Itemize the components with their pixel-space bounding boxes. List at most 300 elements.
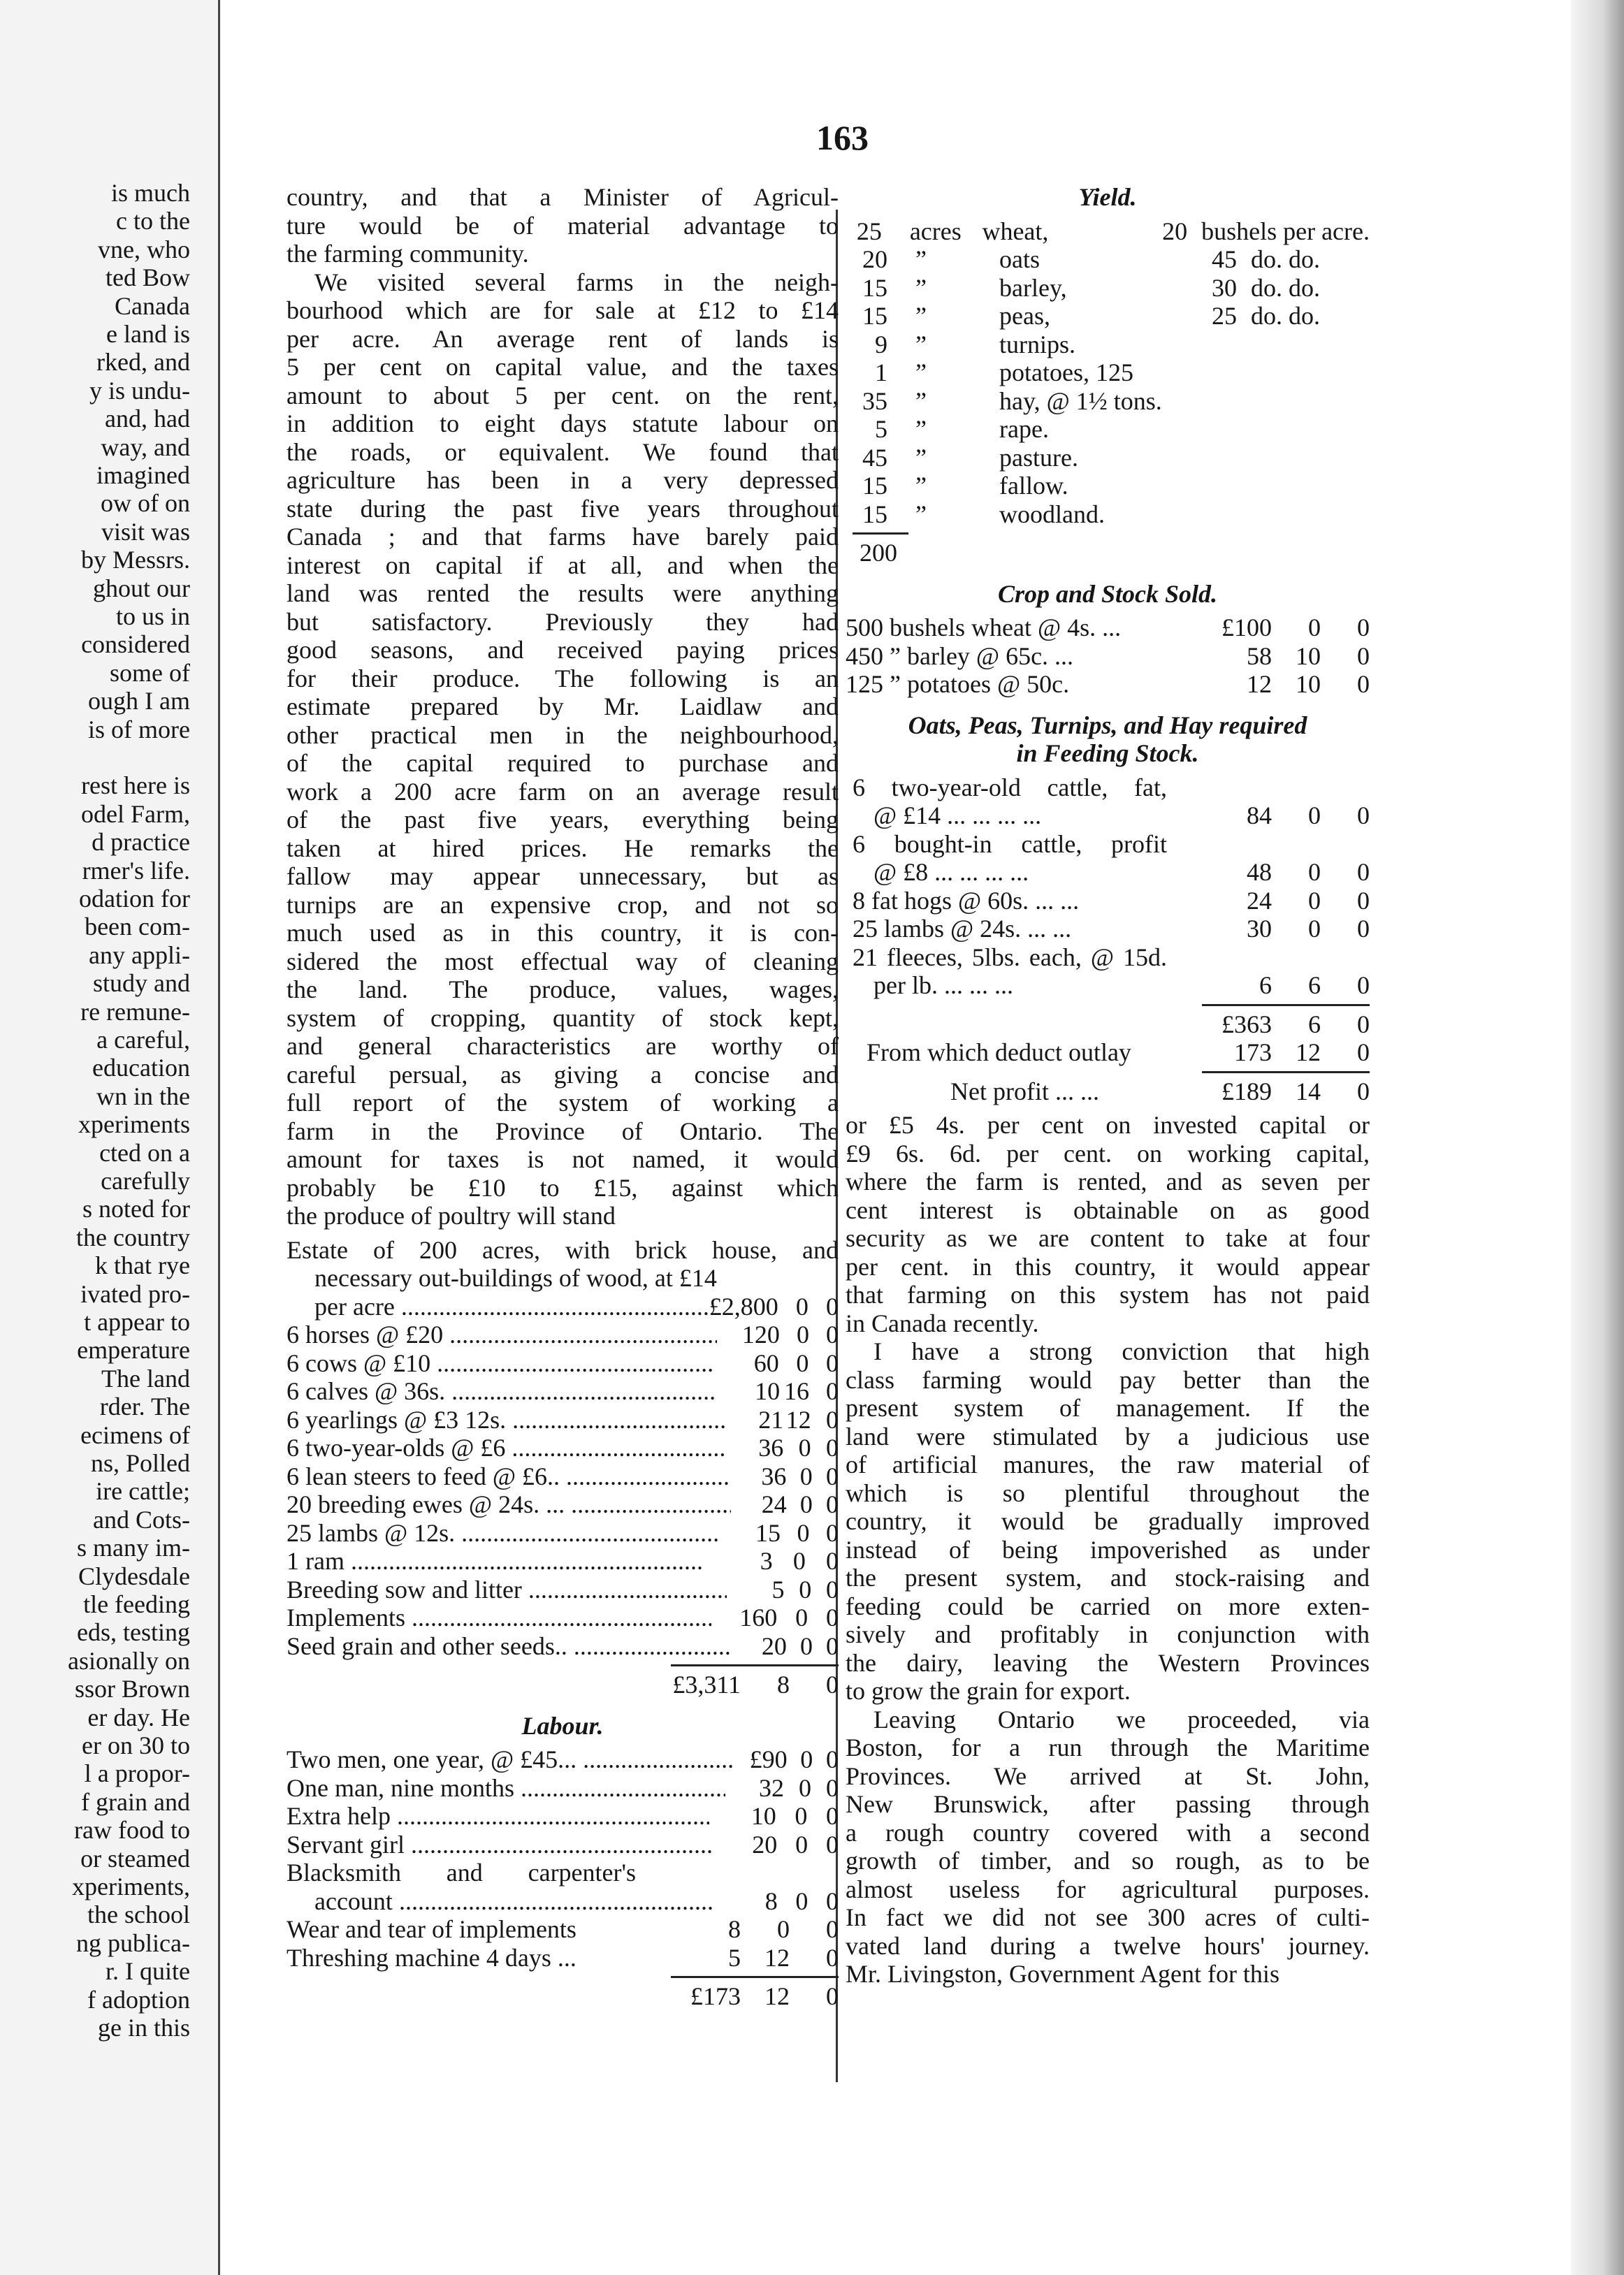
text-line: bourhood which are for sale at £12 to £14 xyxy=(287,296,839,324)
ledger-label: Seed grain and other seeds.. ..... xyxy=(287,1632,732,1661)
left-page-fragment xyxy=(0,0,220,2275)
amount-pence: 0 xyxy=(826,1518,839,1547)
amount-pounds: 36 xyxy=(758,1434,784,1462)
amount-pence: 0 xyxy=(1357,858,1370,886)
amount-pounds: 48 xyxy=(1247,858,1272,886)
ledger-row xyxy=(287,1519,839,1548)
ledger-row-fleeces xyxy=(846,971,1370,1000)
amount-shillings: 0 xyxy=(800,1745,813,1773)
text-line: We visited several farms in the neigh- xyxy=(314,268,839,296)
ledger-label: Net profit ... ... xyxy=(950,1077,1099,1105)
ledger-row xyxy=(287,1774,839,1803)
ledger-row-cattle2 xyxy=(846,858,1370,887)
yield-quantity: 25 xyxy=(1212,302,1237,330)
ledger-label: Wear and tear of implements xyxy=(287,1915,577,1943)
yield-unit-rest xyxy=(1251,472,1370,500)
conclusion-paragraph xyxy=(846,1111,1370,1337)
amount-pence: 0 xyxy=(1357,670,1370,698)
ledger-label: 1 ram ..... xyxy=(287,1547,702,1576)
amount-pence: 0 xyxy=(826,1604,839,1631)
yield-acres: 20 xyxy=(862,245,887,273)
amount-pounds: 20 xyxy=(761,1631,787,1660)
maritime-paragraph xyxy=(846,1706,1370,1989)
amount-pounds: 5 xyxy=(728,1943,741,1972)
left-page-line: study and xyxy=(93,969,190,998)
yield-crop: barley, xyxy=(999,273,1067,302)
text-line: I have a strong conviction that high xyxy=(873,1337,1370,1365)
amount-shillings: 16 xyxy=(784,1377,810,1405)
left-page-line: ough I am xyxy=(88,687,190,715)
ledger-row-labour-total xyxy=(287,1982,839,2011)
yield-crop: oats xyxy=(999,245,1040,273)
total-pence: 0 xyxy=(1357,1010,1370,1038)
text-line: country, and that a Minister of Agricul- xyxy=(287,183,839,211)
text-line: sidered the most effectual way of cleaning xyxy=(287,947,839,975)
ledger-label: 450 ” barley @ 65c. ... xyxy=(846,641,1074,670)
amount-shillings: 0 xyxy=(798,1773,811,1802)
feeding-heading-1: Oats, Peas, Turnips, and Hay required xyxy=(908,711,1307,739)
text-line: of artificial manures, the raw material of xyxy=(846,1451,1370,1478)
total-pounds: £173 xyxy=(690,1982,741,2010)
amount-pounds: 15 xyxy=(755,1518,781,1547)
amount-shillings: 0 xyxy=(797,1518,810,1547)
text-line: careful persual, as giving a concise and xyxy=(287,1060,839,1089)
yield-unit: ” xyxy=(915,330,927,358)
left-page-line: c to the xyxy=(116,207,190,235)
amount-pounds: £100 xyxy=(1221,613,1272,641)
amount-pounds: 84 xyxy=(1247,801,1272,829)
text-line: state during the past five years throughout xyxy=(287,494,839,523)
left-page-line: ow of on xyxy=(101,489,190,518)
yield-row xyxy=(846,302,1370,330)
labour-items xyxy=(287,1745,839,1859)
text-line: the present system, and stock-raising and xyxy=(846,1564,1370,1592)
left-page-line: wn in the xyxy=(96,1082,190,1110)
yield-crop: peas, xyxy=(999,302,1050,330)
estate-line-2: necessary out-buildings of wood, at £14 xyxy=(314,1264,717,1292)
amount-shillings: 12 xyxy=(785,1405,811,1434)
ledger-label: per acre ..... xyxy=(314,1293,709,1321)
amount-pounds: 30 xyxy=(1247,915,1272,943)
ledger-row xyxy=(287,1831,839,1859)
text-line: work a 200 acre farm on an average result xyxy=(287,777,839,806)
yield-unit-rest xyxy=(1251,358,1370,387)
ledger-row xyxy=(287,1349,839,1378)
text-line: a rough country covered with a second xyxy=(846,1818,1370,1847)
yield-acres: 25 xyxy=(856,217,882,245)
text-line: other practical men in the neighbourhood, xyxy=(287,720,839,749)
text-line: New Brunswick, after passing through xyxy=(846,1790,1370,1818)
ledger-row xyxy=(287,1745,839,1774)
text-line: of the past five years, everything being xyxy=(287,806,839,834)
yield-row xyxy=(846,500,1370,529)
amount-shillings: 0 xyxy=(1308,915,1321,943)
left-page-line: any appli- xyxy=(89,940,190,969)
yield-table xyxy=(846,183,1370,567)
yield-acres: 15 xyxy=(862,500,887,528)
left-page-line: imagined xyxy=(96,461,190,489)
ledger-label: @ £14 ... ... ... ... xyxy=(873,801,1042,829)
amount-shillings: 6 xyxy=(1308,971,1321,999)
amount-pence: 0 xyxy=(825,1802,839,1830)
left-page-line: odel Farm, xyxy=(81,799,190,828)
amount-pounds: 8 xyxy=(764,1887,778,1915)
amount-shillings: 0 xyxy=(799,1490,813,1518)
left-page-line: ire cattle; xyxy=(96,1477,190,1506)
text-line: land was rented the results were anything xyxy=(287,579,839,607)
yield-quantity xyxy=(1174,387,1251,416)
page-number: 163 xyxy=(816,118,869,157)
ledger-label: Extra help ..... xyxy=(287,1802,709,1831)
left-page-line: er day. He xyxy=(87,1703,190,1731)
text-line: Provinces. We arrived at St. John, xyxy=(846,1761,1370,1790)
ledger-label: 8 fat hogs @ 60s. ... ... xyxy=(853,886,1080,915)
conviction-paragraph xyxy=(846,1337,1370,1706)
ledger-row-cattle1 xyxy=(846,801,1370,830)
amount-pounds: 160 xyxy=(739,1604,778,1631)
ledger-row xyxy=(287,1406,839,1434)
text-line: estimate prepared by Mr. Laidlaw and xyxy=(287,692,839,720)
left-page-line: the school xyxy=(87,1900,190,1929)
left-page-line: re remune- xyxy=(80,997,190,1026)
text-line: growth of timber, and so rough, as to be xyxy=(846,1847,1370,1875)
capital-items xyxy=(287,1321,839,1660)
ledger-label: 6 yearlings @ £3 12s. ..... xyxy=(287,1406,725,1434)
left-page-line: cted on a xyxy=(99,1138,190,1167)
ledger-label: 6 lean steers to feed @ £6.. ..... xyxy=(287,1462,730,1491)
yield-row xyxy=(846,274,1370,303)
amount-pence: 0 xyxy=(826,1490,839,1518)
left-page-line: r. I quite xyxy=(106,1957,190,1986)
amount-pence: 0 xyxy=(826,1321,839,1349)
text-line: the roads, or equivalent. We found that xyxy=(287,437,839,466)
yield-crop: fallow. xyxy=(999,472,1068,500)
amount-pounds: 36 xyxy=(761,1462,787,1490)
text-line: the produce of poultry will stand xyxy=(287,1202,616,1230)
amount-pounds: 24 xyxy=(761,1490,787,1518)
text-line: almost useless for agricultural purposes. xyxy=(846,1875,1370,1903)
left-page-line: visit was xyxy=(101,517,190,546)
yield-quantity: 20 xyxy=(1162,217,1188,245)
ledger-row xyxy=(846,670,1370,699)
text-line: sively and profitably in conjunction with xyxy=(846,1620,1370,1648)
amount-shillings: 0 xyxy=(796,1349,809,1377)
yield-unit-rest xyxy=(1251,500,1370,529)
left-page-line: f adoption xyxy=(87,1985,190,2014)
amount-pence: 0 xyxy=(826,1547,839,1575)
left-page-line: d practice xyxy=(92,828,190,857)
column-right xyxy=(846,183,1370,1989)
ledger-row xyxy=(846,642,1370,671)
text-line: where the farm is rented, and as seven per xyxy=(846,1168,1370,1195)
text-line: present system of management. If the xyxy=(846,1394,1370,1422)
total-pounds: £3,311 xyxy=(672,1671,741,1699)
amount-pence: 0 xyxy=(826,1943,839,1972)
total-pounds: £363 xyxy=(1221,1010,1272,1038)
text-line: security as we are content to take at four xyxy=(846,1224,1370,1252)
text-line: vated land during a twelve hours' journey. xyxy=(846,1931,1370,1960)
ledger-row-net-profit xyxy=(846,1077,1370,1106)
amount-pounds: 10 xyxy=(755,1377,781,1405)
amount-shillings: 0 xyxy=(795,1830,809,1859)
total-rule xyxy=(1202,1071,1370,1073)
yield-acres: 1 xyxy=(875,358,887,386)
left-page-line: the country xyxy=(76,1223,190,1251)
left-page-line: considered xyxy=(81,630,190,659)
yield-row xyxy=(846,217,1370,246)
yield-unit: ” xyxy=(915,302,927,330)
yield-unit-rest: do. do. xyxy=(1251,273,1320,302)
amount-shillings: 14 xyxy=(1296,1077,1321,1105)
ledger-label: per lb. ... ... ... xyxy=(873,971,1013,999)
yield-row xyxy=(846,245,1370,274)
ledger-row xyxy=(287,1377,839,1406)
left-page-line: ghout our xyxy=(93,574,190,602)
ledger-row-estate xyxy=(287,1293,839,1321)
amount-pence: 0 xyxy=(1357,641,1370,670)
amount-pounds: 6 xyxy=(1259,971,1272,999)
amount-shillings: 0 xyxy=(798,1434,811,1462)
yield-crop: rape. xyxy=(999,415,1049,443)
left-page-line: ted Bow xyxy=(106,263,190,292)
amount-shillings: 0 xyxy=(1308,801,1321,829)
left-page-line: ecimens of xyxy=(80,1420,190,1449)
yield-unit: ” xyxy=(915,273,927,302)
left-page-line: rest here is xyxy=(81,771,190,800)
text-line: class farming would pay better than the xyxy=(846,1365,1370,1394)
text-line: ture would be of material advantage to xyxy=(287,211,839,240)
yield-unit-rest xyxy=(1251,330,1370,359)
amount-pence: 0 xyxy=(825,1434,839,1462)
amount-shillings: 0 xyxy=(799,1631,813,1660)
left-page-line: l a propor- xyxy=(84,1759,190,1788)
text-line: or £5 4s. per cent on invested capital or xyxy=(846,1111,1370,1139)
amount-pounds: 5 xyxy=(771,1575,785,1604)
left-page-line: rder. The xyxy=(99,1393,190,1421)
yield-quantity xyxy=(1174,444,1251,472)
ledger-label: Implements ..... xyxy=(287,1604,711,1632)
left-page-line: er on 30 to xyxy=(82,1731,190,1759)
yield-crop: turnips. xyxy=(999,330,1076,358)
yield-crop: potatoes, 125 xyxy=(999,358,1133,386)
amount-pounds: £189 xyxy=(1221,1077,1272,1105)
left-page-line: been com- xyxy=(85,913,190,941)
left-page-line: vne, who xyxy=(98,235,190,263)
ledger-label: @ £8 ... ... ... ... xyxy=(873,858,1029,886)
text-line: the dairy, leaving the Western Provinces xyxy=(846,1648,1370,1677)
total-shillings: 6 xyxy=(1308,1010,1321,1038)
ledger-row xyxy=(846,887,1370,915)
yield-unit-rest xyxy=(1251,415,1370,444)
crop-sold-heading: Crop and Stock Sold. xyxy=(997,579,1218,608)
left-page-line: some of xyxy=(110,658,190,687)
amount-pence: 0 xyxy=(826,1405,839,1434)
amount-pence: 0 xyxy=(1357,613,1370,641)
ledger-row xyxy=(287,1915,839,1944)
yield-unit: ” xyxy=(915,386,927,415)
amount-pounds: 8 xyxy=(728,1915,741,1943)
amount-shillings: 10 xyxy=(1296,670,1321,698)
text-line: in Canada recently. xyxy=(846,1309,1039,1337)
amount-shillings: 0 xyxy=(796,1321,809,1349)
amount-pounds: 12 xyxy=(1247,670,1272,698)
amount-pence: 0 xyxy=(1357,801,1370,829)
left-page-line: and Cots- xyxy=(93,1505,190,1534)
amount-pence: 0 xyxy=(1357,971,1370,999)
text-line: of the capital required to purchase and xyxy=(287,749,839,777)
left-page-line: to us in xyxy=(115,602,190,630)
labour-table xyxy=(287,1712,839,2011)
amount-pounds: £2,800 xyxy=(709,1292,778,1321)
ledger-row xyxy=(287,1547,839,1576)
ledger-row xyxy=(287,1321,839,1349)
ledger-label: From which deduct outlay xyxy=(867,1038,1131,1066)
left-page-line: The land xyxy=(101,1364,190,1393)
text-line: cent interest is obtainable on as good xyxy=(846,1195,1370,1224)
text-line: country, it would be gradually improved xyxy=(846,1507,1370,1535)
ledger-label: 6 cows @ £10 ..... xyxy=(287,1349,715,1378)
yield-acres: 5 xyxy=(875,415,887,443)
left-page-line: ng publica- xyxy=(76,1928,190,1957)
yield-row xyxy=(846,358,1370,387)
yield-acres: 15 xyxy=(862,273,887,302)
amount-pence: 0 xyxy=(825,1887,839,1915)
yield-unit: ” xyxy=(915,443,927,472)
amount-shillings: 0 xyxy=(777,1915,790,1943)
ledger-label: Threshing machine 4 days ... xyxy=(287,1943,577,1972)
text-line: taken at hired prices. He remarks the xyxy=(287,834,839,862)
text-line: good seasons, and received paying prices xyxy=(287,636,839,664)
yield-quantity xyxy=(1174,415,1251,444)
amount-pounds: £90 xyxy=(749,1745,788,1773)
left-page-line: s many im- xyxy=(77,1534,190,1562)
amount-pence: 0 xyxy=(825,1349,839,1377)
text-line: the farming community. xyxy=(287,240,529,268)
amount-pounds: 173 xyxy=(1234,1038,1272,1066)
yield-unit-rest xyxy=(1251,444,1370,472)
feeding-heading-2: in Feeding Stock. xyxy=(1016,739,1199,767)
yield-heading: Yield. xyxy=(1078,183,1137,211)
amount-pence: 0 xyxy=(826,1773,839,1802)
ledger-row xyxy=(287,1576,839,1604)
yield-unit-rest: do. do. xyxy=(1251,302,1320,330)
text-line: probably be £10 to £15, against which xyxy=(287,1173,839,1202)
text-line: per cent. in this country, it would appear xyxy=(846,1252,1370,1281)
yield-unit: ” xyxy=(915,415,927,443)
total-shillings: 12 xyxy=(764,1982,790,2010)
amount-pounds: 20 xyxy=(752,1830,778,1859)
text-line: the land. The produce, values, wages, xyxy=(287,975,839,1003)
amount-shillings: 0 xyxy=(792,1547,806,1575)
yield-row xyxy=(846,415,1370,444)
text-line: system of cropping, quantity of stock kept, xyxy=(287,1003,839,1032)
yield-total: 200 xyxy=(860,539,897,567)
text-line: to grow the grain for export. xyxy=(846,1677,1131,1705)
text-line: turnips are an expensive crop, and not so xyxy=(287,890,839,919)
left-page-line: education xyxy=(92,1054,190,1082)
amount-pence: 0 xyxy=(826,1915,839,1943)
text-line: much used as in this country, it is con- xyxy=(287,919,839,947)
ledger-row xyxy=(287,1944,839,1972)
crop-sold-table xyxy=(846,580,1370,699)
ledger-label: Two men, one year, @ £45... ..... xyxy=(287,1745,732,1774)
cattle2-line-1: 6 bought-in cattle, profit xyxy=(853,829,1167,858)
left-page-line: y is undu- xyxy=(89,376,190,405)
yield-row xyxy=(846,444,1370,472)
yield-quantity xyxy=(1174,330,1251,359)
blacksmith-line-1: Blacksmith and carpenter's xyxy=(287,1859,636,1887)
amount-shillings: 0 xyxy=(1308,886,1321,915)
ledger-label: 20 breeding ewes @ 24s. ... ..... xyxy=(287,1490,731,1519)
total-rule xyxy=(671,1664,839,1666)
yield-row xyxy=(846,472,1370,500)
left-page-line: odation for xyxy=(79,885,190,913)
left-page-line: and, had xyxy=(105,405,190,433)
yield-quantity: 45 xyxy=(1212,245,1237,273)
page-edge-shadow xyxy=(1571,0,1624,2275)
ledger-label: 25 lambs @ 12s. ..... xyxy=(287,1519,718,1548)
amount-shillings: 0 xyxy=(799,1575,812,1604)
amount-shillings: 12 xyxy=(764,1943,790,1972)
amount-pence: 0 xyxy=(826,1631,839,1660)
left-page-line: xperiments, xyxy=(72,1873,190,1900)
amount-pence: 0 xyxy=(1357,1077,1370,1105)
total-shillings: 8 xyxy=(777,1671,790,1699)
ledger-row xyxy=(287,1632,839,1661)
yield-crop: woodland. xyxy=(999,500,1105,528)
ledger-row xyxy=(846,613,1370,642)
text-line: Canada ; and that farms have barely paid xyxy=(287,523,839,551)
yield-quantity xyxy=(1174,358,1251,387)
ledger-label: 6 calves @ 36s. ..... xyxy=(287,1377,717,1406)
cattle1-line-1: 6 two-year-old cattle, fat, xyxy=(853,773,1167,801)
left-page-line: k that rye xyxy=(95,1251,190,1280)
ledger-label: 6 two-year-olds @ £6 ..... xyxy=(287,1434,725,1462)
text-line: feeding could be carried on more exten- xyxy=(846,1592,1370,1620)
ledger-row xyxy=(287,1462,839,1491)
yield-row xyxy=(846,330,1370,359)
ledger-row xyxy=(287,1490,839,1519)
text-line: and general characteristics are worthy of xyxy=(287,1032,839,1060)
yield-acres: 15 xyxy=(862,302,887,330)
left-page-line: ivated pro- xyxy=(80,1279,190,1308)
ledger-row xyxy=(846,915,1370,943)
amount-pounds: 10 xyxy=(751,1802,776,1830)
left-page-line: or steamed xyxy=(80,1844,190,1873)
amount-pence: 0 xyxy=(826,1292,839,1321)
left-page-line: Clydesdale xyxy=(78,1562,190,1590)
left-page-line: is much xyxy=(111,179,190,207)
left-page-line: ssor Brown xyxy=(74,1675,190,1703)
text-line: amount for taxes is not named, it would xyxy=(287,1145,839,1173)
total-rule xyxy=(1202,1004,1370,1006)
amount-pence: 0 xyxy=(1357,915,1370,943)
yield-crop: wheat, xyxy=(982,217,1049,245)
text-line: Leaving Ontario we proceeded, via xyxy=(873,1705,1370,1733)
amount-shillings: 10 xyxy=(1296,641,1321,670)
left-page-line: by Messrs. xyxy=(80,546,190,574)
text-line: instead of being impoverished as under xyxy=(846,1535,1370,1564)
amount-shillings: 0 xyxy=(799,1462,813,1490)
left-page-line: ge in this xyxy=(98,2014,190,2042)
yield-unit-rest xyxy=(1251,387,1370,416)
left-page-line: ns, Polled xyxy=(90,1449,190,1477)
text-line: amount to about 5 per cent. on the rent, xyxy=(287,381,839,409)
left-page-line: xperiments xyxy=(78,1110,190,1139)
total-pence: 0 xyxy=(826,1671,839,1699)
intro-paragraph xyxy=(287,183,839,1230)
amount-pounds: 32 xyxy=(758,1773,784,1802)
